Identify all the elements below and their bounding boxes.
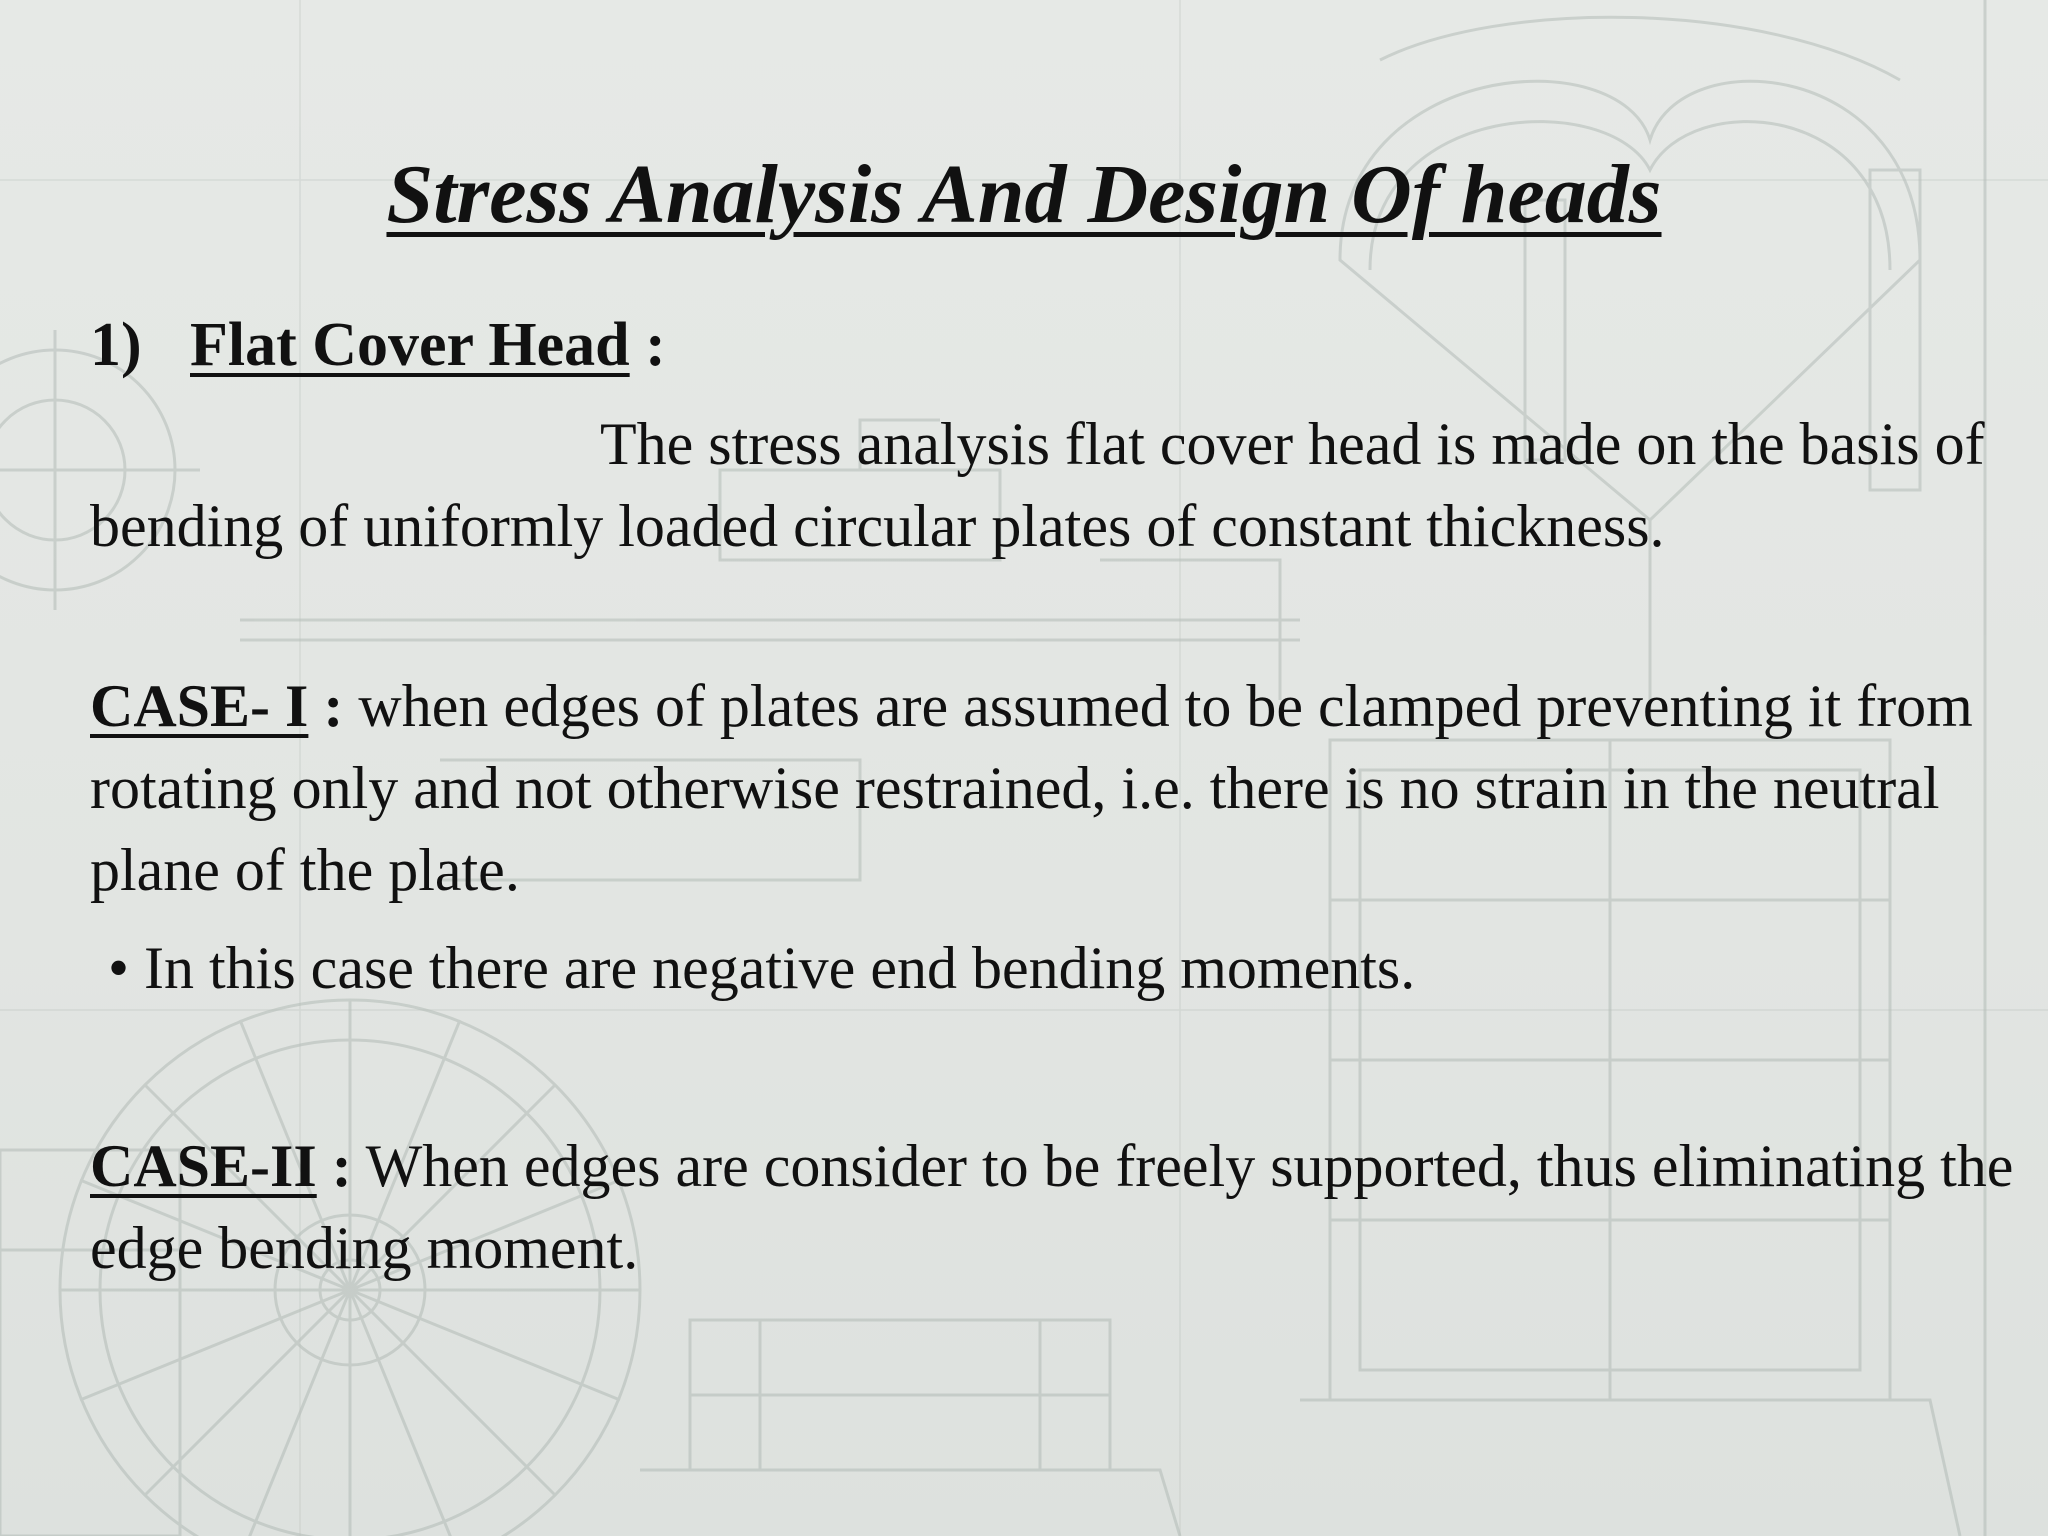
section-heading-text: Flat Cover Head bbox=[190, 311, 630, 379]
slide-title bbox=[0, 145, 2048, 245]
section-heading-colon: : bbox=[629, 311, 666, 379]
bullet-symbol: • bbox=[108, 935, 130, 1001]
case-one-label: CASE- I bbox=[90, 673, 309, 739]
case-one-colon: : bbox=[308, 673, 344, 739]
intro-first-line: The stress analysis flat cover head is made on the bbox=[600, 411, 1785, 477]
section-heading bbox=[90, 305, 666, 385]
bullet-text: In this case there are negative end bending moments. bbox=[129, 935, 1416, 1001]
intro-paragraph bbox=[90, 403, 2035, 567]
bullet-item bbox=[108, 927, 2048, 1009]
case-two-colon: : bbox=[316, 1133, 352, 1199]
case-two-paragraph bbox=[90, 1125, 2035, 1289]
intro-rest: basis of bending of uniformly loaded circular plates of constant thickness. bbox=[90, 411, 1985, 559]
slide-title-text: Stress Analysis And Design Of heads bbox=[386, 148, 1662, 241]
case-two-label: CASE-II bbox=[90, 1133, 317, 1199]
case-two-text: When edges are consider to be freely supported, thus eliminating the edge bending moment. bbox=[90, 1133, 2014, 1281]
case-one-paragraph bbox=[90, 665, 2035, 911]
case-one-text: when edges of plates are assumed to be clamped preventing it from rotating only and not otherwise restrained, i.e. there is no strain in the neutral plane of the plate. bbox=[90, 673, 1973, 903]
section-number: 1) bbox=[90, 311, 142, 379]
